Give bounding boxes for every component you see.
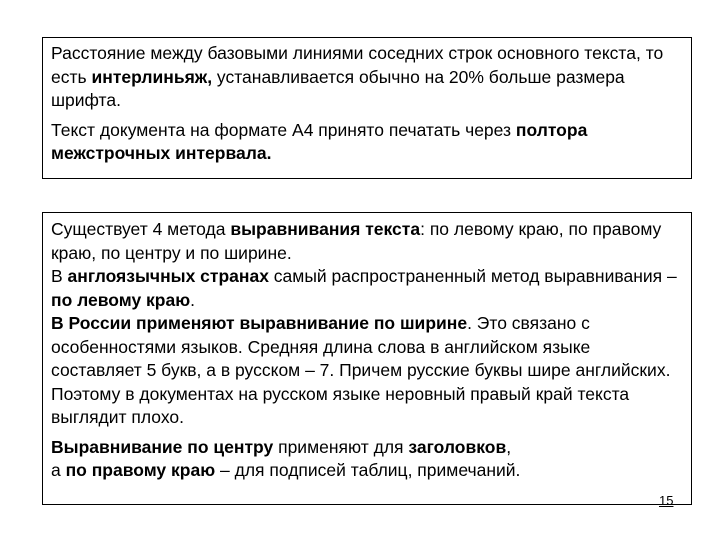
page-number: 15 <box>659 493 674 508</box>
text-run: , <box>506 436 512 457</box>
paragraph-center-right <box>51 436 683 483</box>
text-run: Расстояние между базовыми линиями соседних строк основного текста, то есть <box>51 43 664 87</box>
text-box-interlinear <box>42 37 692 179</box>
text-run: . <box>190 289 196 310</box>
text-run: применяют для <box>273 436 409 457</box>
text-box-alignment <box>42 212 692 505</box>
bold-term-right-edge: по правому краю <box>65 460 216 480</box>
bold-term-headings: заголовков <box>408 436 507 457</box>
text-run: Существует 4 метода <box>51 219 231 239</box>
bold-term-interlinear: интерлиньяж, <box>91 66 213 87</box>
text-run: самый распространенный метод выравнивания – <box>268 266 677 286</box>
bold-term-russia-justify: В России применяют выравнивание по ширине <box>51 313 468 333</box>
text-run: Текст документа на формате А4 принято печатать через <box>51 119 516 140</box>
paragraph-english-countries <box>51 265 683 312</box>
text-run: : по левому краю, по правому краю, по центру и по ширине. <box>51 219 662 263</box>
bold-term-english-countries: англоязычных странах <box>67 266 269 286</box>
bold-term-left-edge: по левому краю <box>51 289 191 310</box>
text-run: В <box>51 266 68 286</box>
paragraph-russia <box>51 312 683 430</box>
paragraph-alignment-methods <box>51 218 683 265</box>
paragraph-a4-spacing <box>51 119 683 166</box>
bold-term-center: Выравнивание по центру <box>51 436 274 457</box>
paragraph-interlinear <box>51 42 683 113</box>
text-run: устанавливается обычно на 20% больше размера шрифта. <box>51 66 625 110</box>
text-run: – для подписей таблиц, примечаний. <box>215 460 521 480</box>
bold-term-spacing: полтора межстрочных интервала. <box>51 119 588 163</box>
bold-term-alignment: выравнивания текста <box>230 219 421 239</box>
text-run: . Это связано с особенностями языков. Средняя длина слова в английском языке составляет 5 букв, а в русском – 7. Причем русские буквы шире английских. Поэтому в документах на русском языке неровный правый край текста выглядит плохо. <box>51 313 671 427</box>
text-run: а <box>51 460 66 480</box>
